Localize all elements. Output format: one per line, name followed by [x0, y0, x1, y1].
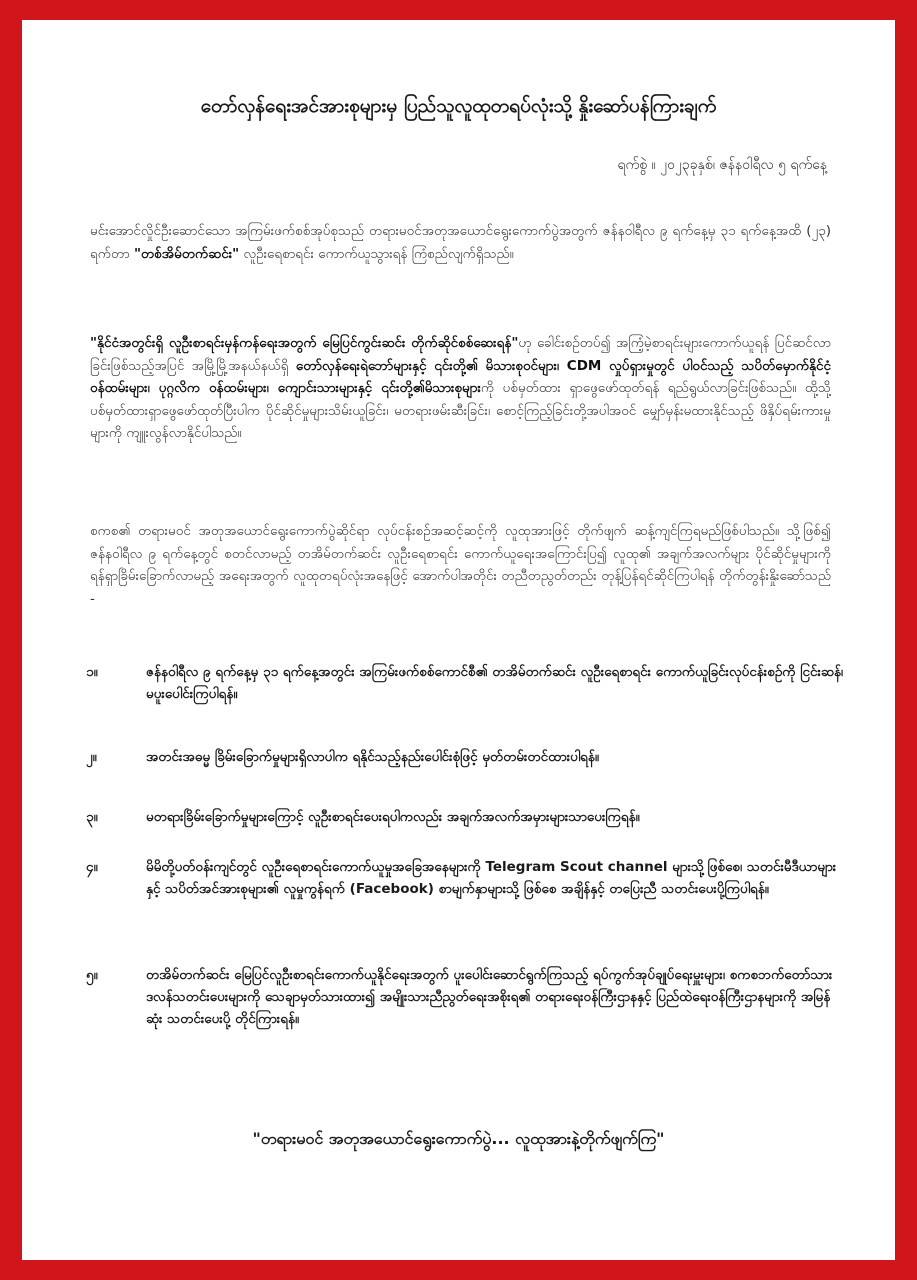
list-item-number: ၄။	[86, 859, 98, 875]
list-item-number: ၂။	[86, 749, 97, 765]
list-item-text: မိမိတို့ပတ်ဝန်းကျင်တွင် လူဦးရေစာရင်းကောက်ယူမှုအခြေအနေများကို Telegram Scout channel များသို့ဖြစ်စေ၊ သတင်းမီဒီယာများနှင့် သပိတ်အင်အားစုများ၏ လူမှုကွန်ရက် (Facebook) စာမျက်နှာများသို့ ဖြစ်စေ အချိန်နှင့် တပြေးညီ သတင်းပေးပို့ကြပါရန်။	[146, 859, 837, 897]
list-item-text: အတင်းအဓမ္မ ခြိမ်းခြောက်မှုများရှိလာပါက ရနိုင်သည့်နည်းပေါင်းစုံဖြင့် မှတ်တမ်းတင်ထားပါရန်။	[146, 749, 599, 765]
paragraph-warning-heading: "နိုင်ငံအတွင်းရှိ လူဦးစာရင်းမှန်ကန်ရေးအတွက် မြေပြင်ကွင်းဆင်း တိုက်ဆိုင်စစ်ဆေးရန်"	[90, 335, 519, 351]
statement-date: ရက်စွဲ ။ ၂၀၂၃ခုနှစ်၊ ဇန်နဝါရီလ ၅ ရက်နေ့	[617, 157, 827, 173]
paragraph-intro-bold: "တစ်အိမ်တက်ဆင်း"	[133, 245, 240, 262]
list-item-text: ဇန်နဝါရီလ ၉ ရက်နေ့မှ ၃၁ ရက်နေ့အတွင်း အကြမ်းဖက်စစ်ကောင်စီ၏ တအိမ်တက်ဆင်း လူဦးရေစာရင်း ကောက်ယူခြင်းလုပ်ငန်းစဉ်ကို ငြင်းဆန်၊ မပူးပေါင်းကြပါရန်။	[146, 664, 844, 702]
paragraph-intro-text-end: လူဦးရေစာရင်း ကောက်ယူသွားရန် ကြံစည်လျက်ရှိသည်။	[239, 245, 514, 262]
paragraph-warning-text: ဟု ခေါင်းစဉ်တပ်၍ အကြံ့မဲ့စာရင်းများကောက်ယူရန် ပြင်ဆင်လာခြင်းဖြစ်သည့်အပြင် အမြို့မြို့အနယ်နယ်ရှိ	[90, 335, 831, 374]
list-item-text: တအိမ်တက်ဆင်း မြေပြင်လူဦးစာရင်းကောက်ယူနိုင်ရေးအတွက် ပူးပေါင်းဆောင်ရွက်ကြသည့် ရပ်ကွက်အုပ်ချုပ်ရေးမှူးများ၊ စကစဘက်တော်သား ဒလန်သတင်းပေးများကို သေချာမှတ်သားထား၍ အမျိုးသားညီညွတ်ရေးအစိုးရ၏ တရားရေးဝန်ကြီးဌာနနှင့် ပြည်ထဲရေးဝန်ကြီးဌာနများကို အမြန်ဆုံး သတင်းပေးပို့ တိုင်ကြားရန်။	[146, 967, 833, 1027]
statement-title: တော်လှန်ရေးအင်အားစုများမှ ပြည်သူလူထုတရပ်လုံးသို့ နှိုးဆော်ပန်ကြားချက်	[200, 95, 717, 117]
paragraph-intro	[90, 220, 831, 265]
list-item-number: ၁။	[86, 664, 98, 680]
paragraph-intro-text: မင်းအောင်လှိုင်ဦးဆောင်သော အကြမ်းဖက်စစ်အုပ်စုသည် တရားမဝင်အတုအယောင်ရွေးကောက်ပွဲအတွက် ဇန်နဝါရီလ ၉ ရက်နေ့မှ ၃၁ ရက်နေ့အထိ (၂၃) ရက်တာ	[90, 223, 831, 262]
paragraph-warning-targets: တော်လှန်ရေးရဲဘော်များနှင့် ၎င်းတို့၏ မိသားစုဝင်များ၊ CDM လှုပ်ရှားမှုတွင် ပါဝင်သည့် သပိတ်မှောက်နိုင်ငံ့ဝန်ထမ်းများ၊ ပုဂ္ဂလိက ဝန်ထမ်းများ၊ ကျောင်းသားများနှင့် ၎င်းတို့၏မိသားစုများ	[90, 357, 832, 396]
list-item-number: ၃။	[86, 809, 98, 825]
closing-slogan: "တရားမဝင် အတုအယောင်ရွေးကောက်ပွဲ... လူထုအားနဲ့တိုက်ဖျက်ကြ"	[252, 1129, 665, 1148]
statement-paper	[22, 20, 895, 1260]
list-item-text: မတရားခြိမ်းခြောက်မှုများကြောင့် လူဦးစာရင်းပေးရပါကလည်း အချက်အလက်အမှားများသာပေးကြရန်။	[146, 809, 640, 825]
paragraph-warning-text-end: ကို ပစ်မှတ်ထား ရှာဖွေဖော်ထုတ်ရန် ရည်ရွယ်လာခြင်းဖြစ်သည်။ ထို့သို့ ပစ်မှတ်ထားရှာဖွေဖော်ထုတ်ပြီးပါက ပိုင်ဆိုင်မှုများသိမ်းယူခြင်း၊ မတရားဖမ်းဆီးခြင်း၊ စောင့်ကြည့်ခြင်းတို့အပါအဝင် မျှော်မှန်းမထားနိုင်သည့် ဖိနှိပ်ရမ်းကားမှုများကို ကျူးလွန်လာနိုင်ပါသည်။	[90, 380, 831, 441]
paragraph-call: စကစ၏ တရားမဝင် အတုအယောင်ရွေးကောက်ပွဲဆိုင်ရာ လုပ်ငန်းစဉ်အဆင့်ဆင့်ကို လူထုအားဖြင့် တိုက်ဖျက် ဆန့်ကျင်ကြရမည်ဖြစ်ပါသည်။ သို့ဖြစ်၍ ဇန်နဝါရီလ ၉ ရက်နေ့တွင် စတင်လာမည့် တအိမ်တက်ဆင်း လူဦးရေစာရင်း ကောက်ယူရေးအကြောင်းပြ၍ လူထု၏ အချက်အလက်များ ပိုင်ဆိုင်မှုများကို ရန်ရှာခြိမ်းခြောက်လာမည့် အရေးအတွက် လူထုတရပ်လုံးအနေဖြင့် အောက်ပါအတိုင်း တညီတညွတ်တည်း တုန့်ပြန်ရင်ဆိုင်ကြပါရန် တိုက်တွန်းနှိုးဆော်သည် -	[90, 523, 831, 607]
list-item-number: ၅။	[86, 967, 98, 983]
paragraph-warning	[90, 332, 831, 445]
